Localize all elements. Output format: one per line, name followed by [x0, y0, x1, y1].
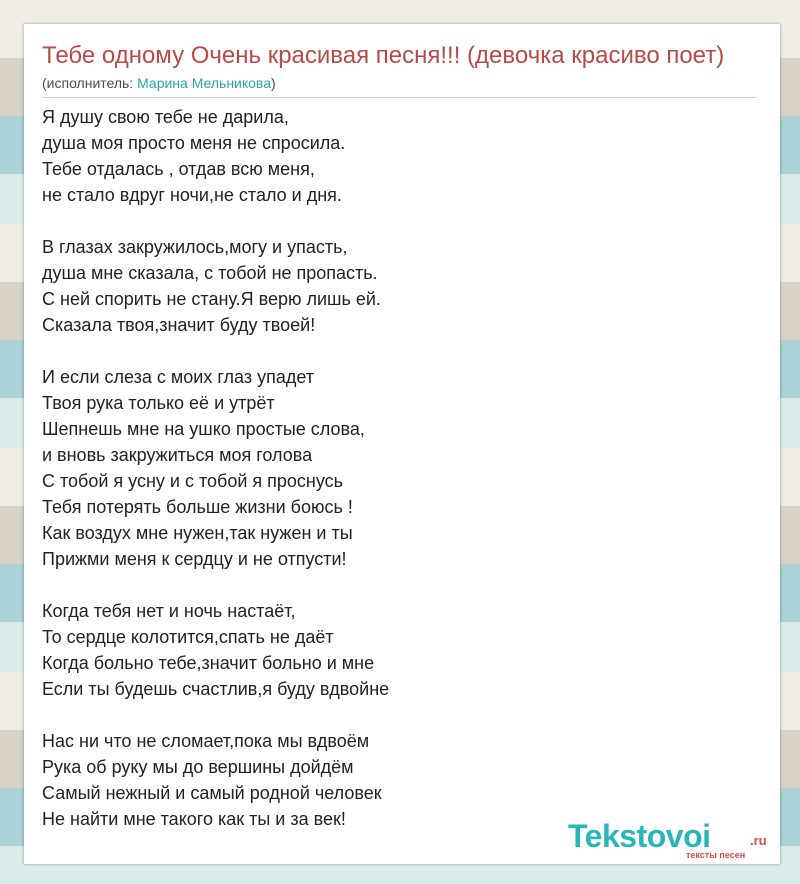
lyric-line: Если ты будешь счастлив,я буду вдвойне — [42, 679, 390, 699]
lyric-line: С тобой я усну и с тобой я проснусь — [42, 471, 344, 491]
lyrics-text — [42, 104, 756, 858]
lyric-line: Прижми меня к сердцу и не отпусти! — [42, 549, 347, 569]
artist-line — [42, 74, 276, 92]
lyric-line: Не найти мне такого как ты и за век! — [42, 809, 346, 829]
lyric-line: Твоя рука только её и утрёт — [42, 393, 275, 413]
header-divider — [42, 97, 756, 98]
lyric-line: Когда больно тебе,значит больно и мне — [42, 653, 375, 673]
lyric-line: Когда тебя нет и ночь настаёт, — [42, 601, 296, 621]
artist-prefix: (исполнитель: — [42, 75, 138, 91]
stanza — [42, 364, 756, 572]
lyric-line: Шепнешь мне на ушко простые слова, — [42, 419, 365, 439]
lyric-line: В глазах закружилось,могу и упасть, — [42, 237, 348, 257]
stanza — [42, 728, 756, 832]
artist-link[interactable]: Марина Мельникова — [137, 75, 272, 91]
lyric-line: душа моя просто меня не спросила. — [42, 133, 346, 153]
logo-wordmark: Tekstovoi — [568, 818, 711, 854]
artist-suffix: ) — [271, 75, 276, 91]
stanza — [42, 104, 756, 208]
lyric-line: Рука об руку мы до вершины дойдём — [42, 757, 354, 777]
lyric-line: душа мне сказала, с тобой не пропасть. — [42, 263, 378, 283]
lyric-line: Тебя потерять больше жизни боюсь ! — [42, 497, 353, 517]
lyrics-card — [24, 24, 780, 864]
lyric-line: Самый нежный и самый родной человек — [42, 783, 382, 803]
stanza — [42, 598, 756, 702]
tekstovoi-logo[interactable] — [568, 820, 778, 860]
logo-tagline: тексты песен — [686, 850, 746, 860]
logo-domain: .ru — [750, 833, 767, 848]
lyric-line: С ней спорить не стану.Я верю лишь ей. — [42, 289, 381, 309]
lyric-line: Нас ни что не сломает,пока мы вдвоём — [42, 731, 370, 751]
lyric-line: и вновь закружиться моя голова — [42, 445, 313, 465]
lyric-line: Сказала твоя,значит буду твоей! — [42, 315, 316, 335]
lyric-line: Тебе отдалась , отдав всю меня, — [42, 159, 315, 179]
lyric-line: Как воздух мне нужен,так нужен и ты — [42, 523, 353, 543]
lyric-line: И если слеза с моих глаз упадет — [42, 367, 314, 387]
stanza — [42, 234, 756, 338]
lyric-line: Я душу свою тебе не дарила, — [42, 107, 289, 127]
lyric-line: То сердце колотится,спать не даёт — [42, 627, 334, 647]
song-title: Тебе одному Очень красивая песня!!! (девочка красиво поет) — [42, 42, 725, 69]
lyric-line: не стало вдруг ночи,не стало и дня. — [42, 185, 342, 205]
